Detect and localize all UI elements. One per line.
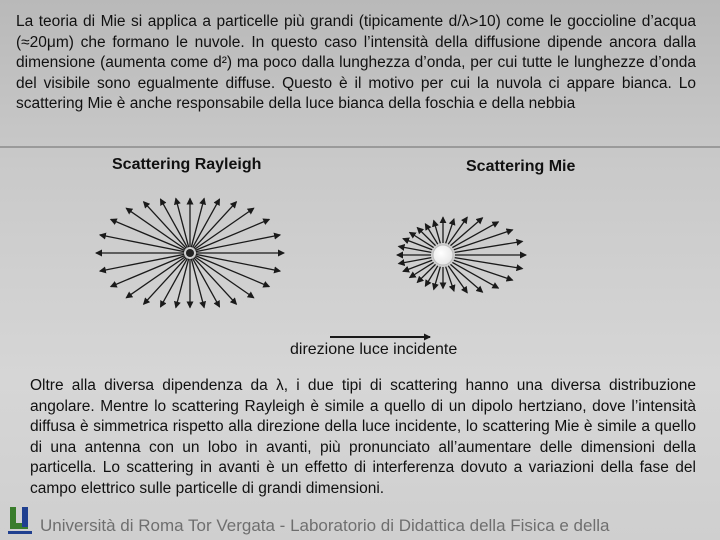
footer-text: Università di Roma Tor Vergata - Laboratorio di Didattica della Fisica e della bbox=[40, 516, 610, 535]
rayleigh-particle bbox=[186, 249, 194, 257]
explanation-paragraph: Oltre alla diversa dipendenza da λ, i due tipi di scattering hanno una diversa distribuzione angolare. Mentre lo scattering Rayleigh è simile a quello di un dipolo hertziano, dove l’intensità diffusa è simmetrica rispetto alla direzione della luce incidente, lo scattering Mie è simile a quello di una antenna con un lobo in avanti, più pronunciato all’aumentare delle dimensioni della particella. Lo scattering in avanti è un effetto di interferenza dovuto a variazioni della fase del campo elettrico sulle particelle di grandi dimensioni. bbox=[30, 377, 696, 497]
footer bbox=[0, 514, 720, 540]
mie-ray bbox=[454, 230, 513, 250]
rayleigh-ray bbox=[160, 199, 187, 248]
mie-title: Scattering Mie bbox=[466, 158, 576, 175]
incident-direction-caption: direzione luce incidente bbox=[290, 341, 458, 358]
rayleigh-ray bbox=[193, 199, 220, 248]
mie-scattering-rays bbox=[397, 217, 526, 293]
rayleigh-ray bbox=[100, 254, 184, 271]
mie-ray bbox=[446, 267, 454, 291]
mie-ray bbox=[446, 219, 454, 243]
section-divider bbox=[0, 146, 720, 148]
rayleigh-ray bbox=[100, 235, 184, 252]
mie-ray bbox=[452, 262, 498, 288]
mie-ray bbox=[454, 260, 513, 280]
mie-particle bbox=[433, 245, 453, 265]
rayleigh-ray bbox=[196, 235, 280, 252]
rayleigh-ray bbox=[196, 254, 280, 271]
mie-ray bbox=[455, 258, 523, 269]
rayleigh-ray bbox=[160, 258, 187, 307]
rayleigh-ray bbox=[193, 258, 220, 307]
mie-ray bbox=[455, 241, 523, 252]
rayleigh-title: Scattering Rayleigh bbox=[112, 156, 262, 173]
scattering-diagram bbox=[0, 150, 720, 360]
mie-ray bbox=[452, 222, 498, 248]
intro-paragraph: La teoria di Mie si applica a particelle più grandi (tipicamente d/λ>10) come le goccioline d’acqua (≈20μm) che formano le nuvole. In questo caso l’intensità della diffusione dipende ancora dalla dimensione (aumenta come d²) ma poco dalla lunghezza d’onda, per cui tutte le lunghezze d’onda del visibile sono egualmente diffuse. Questo è il motivo per cui la nuvola ci appare bianca. Lo scattering Mie è anche responsabile della luce bianca della foschia e della nebbia bbox=[16, 13, 696, 112]
